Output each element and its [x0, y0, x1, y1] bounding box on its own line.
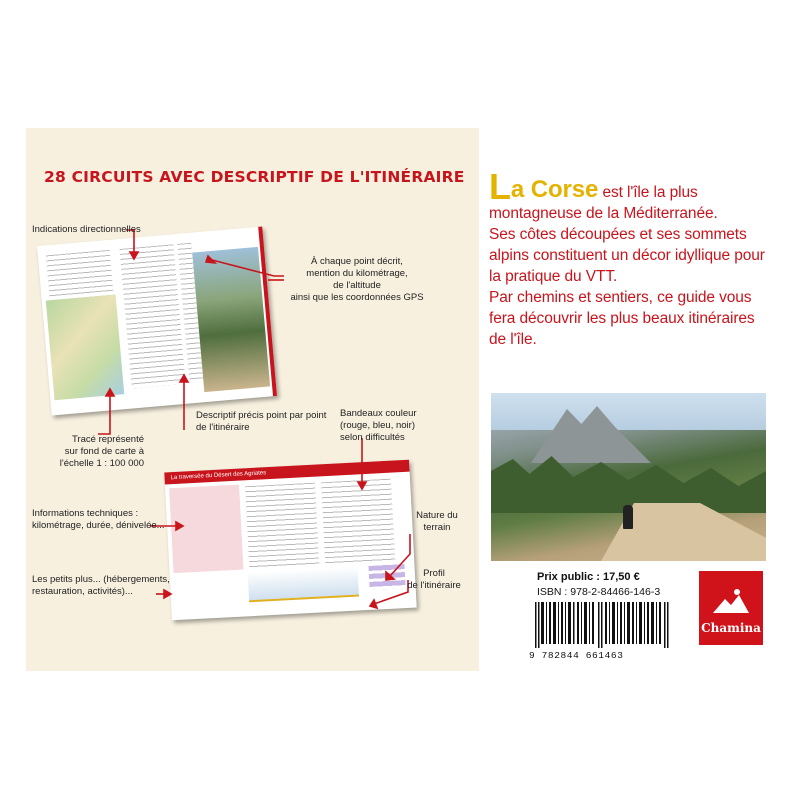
label-indications: Indications directionnelles	[32, 224, 141, 235]
drop-cap: L	[489, 166, 511, 207]
price-label: Prix public : 17,50 €	[537, 571, 640, 583]
landscape-photo	[491, 393, 766, 561]
elevation-profile	[248, 567, 359, 603]
sample-page-details	[164, 460, 416, 621]
intro-text	[489, 166, 774, 350]
intro-paragraph-3: Par chemins et sentiers, ce guide vous fera découvrir les plus beaux itinéraires de l'île.	[489, 289, 755, 348]
difficulty-band: La traversée du Désert des Agriates	[164, 460, 409, 485]
label-bandeaux: Bandeaux couleur (rouge, bleu, noir) selon difficultés	[340, 408, 417, 443]
text-column	[245, 483, 319, 569]
text-column	[46, 250, 114, 300]
tech-info-box	[169, 485, 243, 574]
label-nature-terrain: Nature du terrain	[416, 510, 458, 533]
intro-paragraph-2: Ses côtes découpées et ses sommets alpins constituent un décor idyllique pour la pratique du VTT.	[489, 226, 765, 285]
text-column	[321, 479, 395, 565]
right-panel	[479, 128, 774, 671]
left-panel	[26, 128, 479, 671]
barcode-number: 9 782844 661463	[529, 650, 624, 661]
label-petits-plus: Les petits plus... (hébergements, restauration, activités)...	[32, 574, 170, 597]
isbn-label: ISBN : 978-2-84466-146-3	[537, 586, 661, 598]
label-descriptif: Descriptif précis point par point de l'itinéraire	[196, 410, 327, 433]
sample-page-map	[37, 226, 277, 415]
chamina-logo	[699, 571, 763, 645]
section-heading: 28 CIRCUITS AVEC DESCRIPTIF DE L'ITINÉRAIRE	[44, 168, 465, 186]
intro-paragraph-1: La Corse est l'île la plus montagneuse de la Méditerranée.	[489, 166, 718, 222]
title-la-corse: a Corse	[510, 176, 599, 203]
text-column	[120, 244, 186, 388]
book-back-cover	[26, 128, 774, 671]
page-photo	[192, 247, 270, 392]
hiker-icon	[709, 587, 753, 617]
cyclist	[623, 505, 633, 529]
barcode	[535, 602, 669, 648]
label-chaque-point: À chaque point décrit, mention du kilométrage, de l'altitude ainsi que les coordonnées GPS	[290, 256, 424, 303]
label-trace: Tracé représenté sur fond de carte à l'échelle 1 : 100 000	[59, 434, 144, 469]
logo-brand: Chamina	[701, 621, 761, 635]
map-thumbnail	[46, 295, 124, 401]
label-infos-techniques: Informations techniques : kilométrage, durée, dénivelée...	[32, 508, 165, 531]
label-profil: Profil de l'itinéraire	[407, 568, 461, 591]
